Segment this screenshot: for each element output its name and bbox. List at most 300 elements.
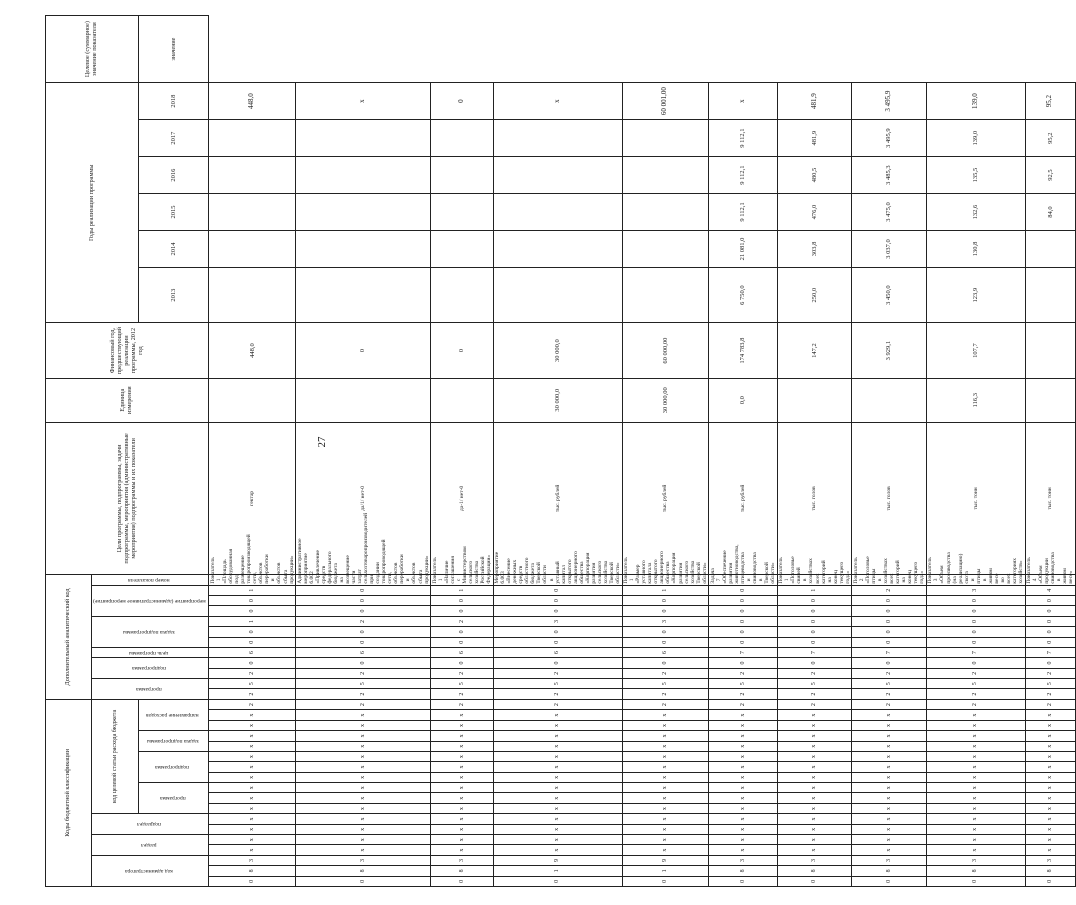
section-code-digit: x — [296, 835, 431, 845]
an-task-digit: 0 — [296, 637, 431, 647]
an-event-digit: 0 — [431, 606, 493, 616]
an-indicator-digit: 1 — [209, 585, 296, 595]
an-goal-digit: 0 — [209, 658, 296, 668]
subsection-code-digit: x — [296, 824, 431, 834]
year-value — [209, 194, 296, 231]
an-task-digit: 0 — [926, 637, 1025, 647]
an-indicator-digit: 1 — [431, 585, 493, 595]
table-row — [622, 16, 709, 887]
ta-direction-digit: x — [926, 720, 1025, 730]
admin-code-digit: 3 — [777, 855, 852, 865]
ta-direction-digit: x — [622, 720, 709, 730]
ta-subprogram-digit: x — [926, 762, 1025, 772]
an-event-digit: 0 — [296, 606, 431, 616]
ta-direction-digit: x — [1025, 731, 1075, 741]
year-value: 174 783,8 — [709, 323, 778, 378]
an-subprogram-digit: 2 — [1025, 668, 1075, 678]
section-code-digit: x — [296, 845, 431, 855]
year-value: 107,7 — [926, 323, 1025, 378]
an-subprogram-header: подпрограмма — [92, 658, 209, 679]
year-value: 60 000,00 — [622, 323, 709, 378]
ta-direction-digit: x — [852, 731, 927, 741]
an-program-digit: 2 — [431, 699, 493, 710]
an-event-digit: 0 — [296, 595, 431, 605]
an-task-digit: 6 — [296, 647, 431, 657]
year-value: 0 — [296, 323, 431, 378]
ta-subprogram-digit: x — [493, 772, 622, 782]
ta-direction-digit: x — [926, 731, 1025, 741]
an-event-digit: 0 — [777, 616, 852, 626]
an-task-digit: 0 — [493, 627, 622, 637]
an-event-digit: 0 — [852, 595, 927, 605]
target-value: x — [296, 83, 431, 120]
year-value: 481,9 — [777, 120, 852, 157]
admin-code-digit: 0 — [296, 876, 431, 886]
document-sheet — [45, 15, 1075, 887]
ta-subprogram-digit: x — [1025, 772, 1075, 782]
table-row — [777, 16, 852, 887]
admin-code-digit: 0 — [209, 876, 296, 886]
an-task-digit: 6 — [493, 647, 622, 657]
an-task-digit: 0 — [852, 627, 927, 637]
ta-subprogram-digit: x — [709, 762, 778, 772]
year-value: 9 112,1 — [709, 194, 778, 231]
indicator-name: Задача 7 «Обеспечение развития животноводства, птицеводства и свиноводства в Тверской области» — [709, 544, 777, 584]
an-task-digit: 7 — [1025, 647, 1075, 657]
ta-direction-digit: x — [852, 710, 927, 720]
target-value-header: значение — [139, 16, 209, 83]
an-event-digit: 0 — [777, 606, 852, 616]
an-program-digit: 2 — [1025, 699, 1075, 710]
ta-subprogram-digit: x — [622, 783, 709, 793]
an-subprogram-digit: 5 — [622, 679, 709, 689]
section-code-digit: x — [709, 835, 778, 845]
an-task-digit: 7 — [926, 647, 1025, 657]
year-value: 3 450,0 — [852, 267, 927, 322]
ta-direction-header: направление расходов — [139, 699, 209, 730]
ta-direction-digit: x — [622, 710, 709, 720]
admin-code-digit: 3 — [709, 855, 778, 865]
table-body — [209, 16, 1076, 887]
ta-task-digit: x — [431, 741, 493, 751]
ta-subprogram-digit: x — [777, 783, 852, 793]
year-value: 0 — [431, 323, 493, 378]
an-task-digit: 7 — [709, 647, 778, 657]
subsection-code-digit: x — [622, 814, 709, 824]
section-code-digit: x — [1025, 835, 1075, 845]
an-program-digit: 2 — [777, 689, 852, 699]
admin-code-digit: 8 — [852, 866, 927, 876]
an-event-digit: 0 — [1025, 595, 1075, 605]
admin-code-digit: 8 — [431, 866, 493, 876]
year-value — [431, 194, 493, 231]
admin-code-digit: 8 — [777, 866, 852, 876]
an-goal-digit: 0 — [493, 658, 622, 668]
section-code-digit: x — [622, 845, 709, 855]
an-subprogram-digit: 5 — [296, 679, 431, 689]
an-event-digit: 0 — [431, 595, 493, 605]
subsection-code-digit: x — [296, 814, 431, 824]
ta-program-header: программа — [139, 783, 209, 814]
admin-code-digit: 3 — [209, 855, 296, 865]
year-value — [209, 120, 296, 157]
subsection-code-digit: x — [622, 824, 709, 834]
an-program-digit: 2 — [926, 689, 1025, 699]
year-value: 480,5 — [777, 157, 852, 194]
an-event-digit: 0 — [777, 595, 852, 605]
an-program-digit: 2 — [622, 689, 709, 699]
ta-direction-digit: x — [209, 720, 296, 730]
section-code-digit: x — [622, 835, 709, 845]
admin-code-digit: 9 — [493, 855, 622, 865]
an-task-header: задача подпрограммы — [92, 616, 209, 647]
subsection-code-digit: x — [709, 824, 778, 834]
year-value: 123,9 — [926, 267, 1025, 322]
ta-subprogram-digit: x — [709, 772, 778, 782]
indicator-name: Показатель 1 «Размер уставного капитала открытого акционерного общества «Корпорация развития сельского хозяйства Тверской области» — [623, 551, 708, 584]
indicator-name: Показатель 1 «Площадь оборудованная под размещение товаропроизводящей сети, объектов переработки и объектов сбыта продукции» — [209, 534, 295, 584]
section-code-digit: x — [852, 845, 927, 855]
an-event-digit: 0 — [209, 606, 296, 616]
indicator-name: Показатель 4 «Объем продукции свиноводства в живом весе» — [1026, 552, 1075, 584]
year-header: 2017 — [139, 120, 209, 157]
target-value: 139,0 — [926, 83, 1025, 120]
ta-direction-digit: x — [209, 710, 296, 720]
target-article-header: код целевой статьи расхода бюджета — [92, 699, 139, 813]
year-value: 130,8 — [926, 231, 1025, 268]
an-task-digit: 0 — [493, 637, 622, 647]
admin-code-digit: 3 — [1025, 855, 1075, 865]
an-task-digit: 0 — [777, 637, 852, 647]
unit-cell: гектар — [209, 422, 296, 574]
admin-code-digit: 8 — [296, 866, 431, 876]
page-number: 27 — [316, 436, 328, 448]
ta-program-digit: x — [777, 793, 852, 803]
an-subprogram-digit: 2 — [926, 668, 1025, 678]
unit-cell: тыс. тонн — [1025, 422, 1075, 574]
year-value: 147,2 — [777, 323, 852, 378]
an-event-digit: 0 — [709, 595, 778, 605]
ta-direction-digit: x — [493, 731, 622, 741]
subsection-code-digit: x — [1025, 814, 1075, 824]
year-value — [296, 157, 431, 194]
table-row — [209, 16, 296, 887]
year-value — [493, 267, 622, 322]
ta-program-digit: x — [209, 793, 296, 803]
an-program-digit: 2 — [209, 689, 296, 699]
an-event-digit: 0 — [622, 606, 709, 616]
an-task-digit: 6 — [431, 647, 493, 657]
subsection-code-digit: x — [852, 814, 927, 824]
year-value: 303,8 — [777, 231, 852, 268]
section-code-digit: x — [926, 845, 1025, 855]
an-subprogram-digit: 2 — [209, 668, 296, 678]
an-task-digit: 0 — [777, 627, 852, 637]
ta-direction-digit: x — [296, 731, 431, 741]
an-subprogram-digit: 2 — [296, 668, 431, 678]
an-subprogram-digit: 5 — [777, 679, 852, 689]
an-indicator-header: номер показателя — [92, 575, 209, 585]
table-row — [296, 16, 431, 887]
an-program-header: программа — [92, 679, 209, 700]
ta-task-digit: x — [709, 741, 778, 751]
admin-code-digit: 8 — [926, 866, 1025, 876]
an-subprogram-digit: 2 — [852, 668, 927, 678]
ta-program-digit: x — [777, 803, 852, 813]
ta-program-digit: x — [709, 793, 778, 803]
ta-subprogram-digit: x — [709, 783, 778, 793]
year-value — [431, 157, 493, 194]
ta-subprogram-digit: x — [493, 783, 622, 793]
subsection-code-digit: x — [926, 814, 1025, 824]
year-value — [209, 267, 296, 322]
admin-code-digit: 9 — [622, 855, 709, 865]
ta-program-digit: x — [622, 803, 709, 813]
ta-program-digit: x — [926, 803, 1025, 813]
ta-program-digit: x — [1025, 793, 1075, 803]
fin-year-header: Финансовый год, предшествующий реализации программы, 2012 год — [46, 323, 209, 378]
section-code-digit: x — [493, 845, 622, 855]
ta-task-digit: x — [296, 741, 431, 751]
ta-task-digit: x — [431, 751, 493, 761]
section-code-digit: x — [852, 835, 927, 845]
admin-code-digit: 0 — [622, 876, 709, 886]
an-program-digit: 2 — [709, 689, 778, 699]
section-code-digit: x — [431, 835, 493, 845]
ta-direction-digit: x — [709, 710, 778, 720]
an-subprogram-digit: 5 — [852, 679, 927, 689]
subsection-code-digit: x — [493, 814, 622, 824]
an-goal-digit: 0 — [926, 658, 1025, 668]
an-task-digit: 0 — [622, 637, 709, 647]
fin-year-value — [777, 378, 852, 422]
year-value: 3 485,3 — [852, 157, 927, 194]
section-code-digit: x — [209, 845, 296, 855]
ta-task-digit: x — [777, 741, 852, 751]
ta-subprogram-digit: x — [209, 762, 296, 772]
ta-direction-digit: x — [777, 720, 852, 730]
admin-code-digit: 8 — [709, 866, 778, 876]
year-value — [296, 231, 431, 268]
admin-code-header: код администратора — [92, 855, 209, 886]
an-task-digit: 0 — [1025, 627, 1075, 637]
ta-program-digit: x — [209, 803, 296, 813]
year-value — [296, 194, 431, 231]
admin-code-digit: 0 — [709, 876, 778, 886]
an-subprogram-digit: 5 — [926, 679, 1025, 689]
target-value: x — [709, 83, 778, 120]
subsection-code-digit: x — [209, 824, 296, 834]
an-goal-digit: 0 — [777, 658, 852, 668]
an-task-digit: 0 — [622, 627, 709, 637]
an-event-digit: 0 — [1025, 606, 1075, 616]
an-goal-digit: 0 — [431, 658, 493, 668]
an-goal-digit: 0 — [709, 658, 778, 668]
year-value: 3 495,9 — [852, 120, 927, 157]
ta-subprogram-digit: x — [1025, 783, 1075, 793]
an-event-digit: 0 — [852, 616, 927, 626]
rotated-table-wrapper — [45, 15, 1075, 887]
fin-year-value — [852, 378, 927, 422]
section-code-digit: x — [926, 835, 1025, 845]
an-subprogram-digit: 5 — [209, 679, 296, 689]
ta-subprogram-digit: x — [296, 762, 431, 772]
an-task-digit: 6 — [622, 647, 709, 657]
ta-task-digit: x — [852, 741, 927, 751]
year-value: 9 112,1 — [709, 120, 778, 157]
subsection-code-digit: x — [1025, 824, 1075, 834]
an-event-digit: 0 — [852, 606, 927, 616]
subsection-code-digit: x — [493, 824, 622, 834]
ta-task-digit: x — [209, 751, 296, 761]
an-task-digit: 0 — [431, 627, 493, 637]
an-event-digit: 0 — [709, 616, 778, 626]
ta-subprogram-digit: x — [777, 772, 852, 782]
table-row — [1025, 16, 1075, 887]
target-header: Целевое (суммарное) значение показателя — [46, 16, 139, 83]
an-event-digit: 3 — [622, 616, 709, 626]
ta-subprogram-digit: x — [622, 772, 709, 782]
admin-code-digit: 3 — [852, 855, 927, 865]
an-program-digit: 2 — [431, 689, 493, 699]
subsection-code-digit: x — [431, 824, 493, 834]
fin-year-value — [1025, 378, 1075, 422]
unit-cell: тыс. голов — [777, 422, 852, 574]
ta-task-digit: x — [926, 741, 1025, 751]
fin-year-value: 116,3 — [926, 378, 1025, 422]
an-program-digit: 2 — [709, 699, 778, 710]
an-indicator-digit: 0 — [296, 585, 431, 595]
subsection-code-digit: x — [777, 824, 852, 834]
year-value: 95,2 — [1025, 120, 1075, 157]
ta-direction-digit: x — [431, 710, 493, 720]
an-task-digit: 0 — [926, 627, 1025, 637]
ta-task-digit: x — [852, 751, 927, 761]
an-goal-digit: 0 — [1025, 658, 1075, 668]
admin-code-digit: 3 — [296, 855, 431, 865]
year-value: 132,6 — [926, 194, 1025, 231]
an-event-digit: 0 — [1025, 616, 1075, 626]
year-header: 2016 — [139, 157, 209, 194]
ta-subprogram-digit: x — [926, 772, 1025, 782]
an-indicator-digit: 3 — [926, 585, 1025, 595]
ta-task-digit: x — [493, 741, 622, 751]
year-value — [622, 120, 709, 157]
year-value — [493, 231, 622, 268]
ta-task-digit: x — [296, 751, 431, 761]
section-code-digit: x — [777, 845, 852, 855]
analytic-code-header: Дополнительный аналитический код — [46, 575, 92, 700]
ta-direction-digit: x — [209, 731, 296, 741]
year-value: 250,0 — [777, 267, 852, 322]
ta-direction-digit: x — [296, 710, 431, 720]
year-header: 2018 — [139, 83, 209, 120]
an-program-digit: 2 — [493, 689, 622, 699]
an-task-digit: 0 — [709, 637, 778, 647]
subsection-code-digit: x — [431, 814, 493, 824]
an-event-digit: 0 — [926, 606, 1025, 616]
budget-codes-header: Коды бюджетной классификации — [46, 699, 92, 886]
ta-subprogram-digit: x — [852, 783, 927, 793]
an-event-digit: 3 — [493, 616, 622, 626]
indicator-name: Показатель 2 «Поголовье птицы в хозяйствах всех категорий на конец текущего года» — [852, 556, 926, 584]
ta-program-digit: x — [852, 793, 927, 803]
an-program-digit: 2 — [209, 699, 296, 710]
year-value — [296, 267, 431, 322]
ta-program-digit: x — [852, 803, 927, 813]
ta-direction-digit: x — [493, 720, 622, 730]
ta-program-digit: x — [709, 803, 778, 813]
target-value: 60 001,00 — [622, 83, 709, 120]
an-goal-digit: 0 — [622, 658, 709, 668]
indicator-name: Мероприятие 6.003 «Внесение денежных средств областного бюджета Тверской области в уставный капитал открытого акционерного общества «Корпорация развития сельского хозяйства Тверской области» — [494, 551, 622, 584]
year-value — [622, 194, 709, 231]
an-program-digit: 2 — [296, 689, 431, 699]
an-goal-header: цель программы — [92, 647, 209, 657]
ta-program-digit: x — [493, 793, 622, 803]
ta-subprogram-digit: x — [926, 783, 1025, 793]
ta-direction-digit: x — [431, 731, 493, 741]
admin-code-digit: 0 — [493, 876, 622, 886]
year-value — [493, 120, 622, 157]
an-goal-digit: 0 — [852, 658, 927, 668]
fin-year-value: 30 000,00 — [622, 378, 709, 422]
year-value — [1025, 323, 1075, 378]
an-event-digit: 0 — [622, 595, 709, 605]
admin-code-digit: 8 — [209, 866, 296, 876]
ta-task-digit: x — [622, 741, 709, 751]
year-value: 476,0 — [777, 194, 852, 231]
year-value: 84,0 — [1025, 194, 1075, 231]
section-header: раздел — [92, 835, 209, 856]
an-event-digit: 1 — [209, 616, 296, 626]
indicator-name: Показатель 1 «Поголовье свиней в хозяйствах всех категорий на конец текущего года» — [778, 556, 851, 584]
ta-program-digit: x — [296, 793, 431, 803]
target-value: 3 495,9 — [852, 83, 927, 120]
year-value: 139,0 — [926, 120, 1025, 157]
unit-cell: тыс. голов — [852, 422, 927, 574]
fin-year-value — [431, 378, 493, 422]
an-indicator-digit: 1 — [777, 585, 852, 595]
ta-task-digit: x — [709, 751, 778, 761]
year-header: 2014 — [139, 231, 209, 268]
an-subprogram-digit: 2 — [777, 668, 852, 678]
an-program-digit: 2 — [493, 699, 622, 710]
ta-direction-digit: x — [926, 710, 1025, 720]
year-value — [431, 120, 493, 157]
year-value: 92,5 — [1025, 157, 1075, 194]
an-task-digit: 7 — [777, 647, 852, 657]
an-event-digit: 2 — [431, 616, 493, 626]
section-code-digit: x — [709, 845, 778, 855]
year-value: 9 112,1 — [709, 157, 778, 194]
subsection-code-digit: x — [777, 814, 852, 824]
year-value — [493, 194, 622, 231]
fin-year-value — [296, 378, 431, 422]
ta-subprogram-digit: x — [852, 772, 927, 782]
an-event-digit: 0 — [926, 616, 1025, 626]
ta-subprogram-digit: x — [431, 783, 493, 793]
ta-program-digit: x — [1025, 803, 1075, 813]
subsection-code-digit: x — [852, 824, 927, 834]
program-indicators-table — [45, 15, 1076, 887]
unit-cell: тыс. рублей — [493, 422, 622, 574]
ta-subprogram-digit: x — [431, 762, 493, 772]
year-value — [622, 267, 709, 322]
an-event-digit: 0 — [493, 606, 622, 616]
ta-subprogram-digit: x — [209, 783, 296, 793]
admin-code-digit: 0 — [926, 876, 1025, 886]
